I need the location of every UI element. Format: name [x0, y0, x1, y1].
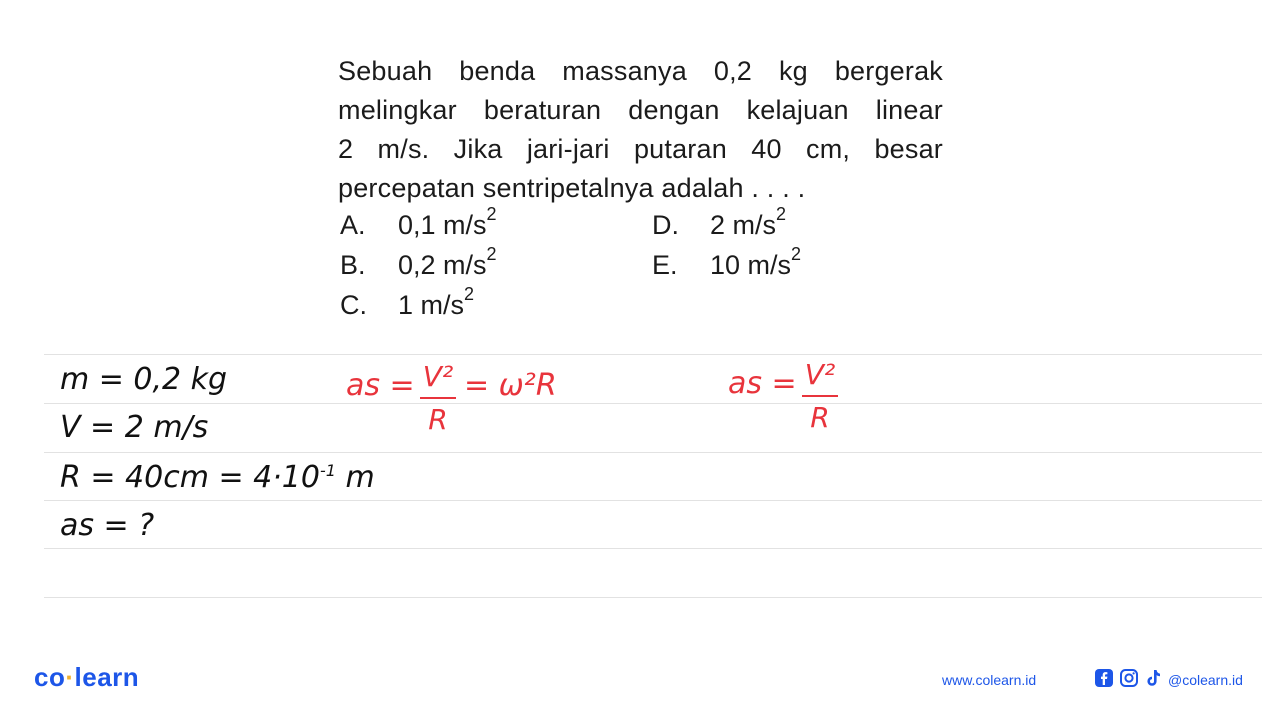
- option-e: [652, 244, 802, 281]
- formula2-lhs: as =: [728, 366, 797, 401]
- question-line: Sebuah benda massanya 0,2 kg bergerak: [338, 56, 943, 86]
- option-value: 2 m/s: [710, 210, 777, 240]
- option-value: 10 m/s: [710, 250, 792, 280]
- ruled-line: [44, 403, 1262, 404]
- unknown-acceleration: as = ?: [60, 508, 155, 543]
- option-b: [340, 244, 497, 281]
- question-line: melingkar beraturan dengan kelajuan linear: [338, 95, 943, 125]
- radius-text: R = 40cm = 4·10: [60, 460, 320, 495]
- logo-text: learn: [74, 662, 140, 692]
- question-line: percepatan sentripetalnya adalah . . . .: [338, 173, 806, 203]
- option-letter: E.: [652, 250, 678, 280]
- instagram-icon[interactable]: [1119, 668, 1139, 688]
- option-exponent: 2: [486, 244, 497, 264]
- option-exponent: 2: [776, 204, 787, 224]
- ruled-line: [44, 452, 1262, 453]
- logo-dot: ·: [65, 662, 75, 692]
- formula2-numerator: V²: [804, 358, 836, 391]
- colearn-logo: [34, 662, 139, 693]
- radius-exponent: -1: [319, 461, 336, 480]
- fraction-bar: [420, 397, 456, 399]
- tiktok-icon[interactable]: [1143, 668, 1163, 688]
- ruled-line: [44, 354, 1262, 355]
- option-letter: A.: [340, 210, 366, 240]
- question-text: [338, 52, 943, 208]
- website-link[interactable]: www.colearn.id: [942, 672, 1037, 688]
- option-exponent: 2: [791, 244, 802, 264]
- given-velocity: V = 2 m/s: [60, 410, 209, 445]
- given-radius: [60, 460, 375, 495]
- option-d: [652, 204, 787, 241]
- ruled-line: [44, 548, 1262, 549]
- option-value: 0,1 m/s: [398, 210, 487, 240]
- option-letter: B.: [340, 250, 366, 280]
- radius-unit: m: [335, 460, 375, 495]
- given-mass: m = 0,2 kg: [60, 362, 228, 397]
- fraction-bar: [802, 395, 838, 397]
- option-letter: D.: [652, 210, 679, 240]
- social-handle[interactable]: @colearn.id: [1168, 672, 1243, 688]
- option-exponent: 2: [486, 204, 497, 224]
- option-value: 1 m/s: [398, 290, 465, 320]
- formula2-fraction: [802, 358, 838, 434]
- logo-text: co: [34, 662, 66, 692]
- option-letter: C.: [340, 290, 367, 320]
- ruled-line: [44, 500, 1262, 501]
- option-exponent: 2: [464, 284, 475, 304]
- formula2-denominator: R: [810, 401, 830, 434]
- formula1-fraction: [420, 360, 456, 436]
- facebook-icon[interactable]: [1094, 668, 1114, 688]
- question-line: 2 m/s. Jika jari-jari putaran 40 cm, besar: [338, 134, 943, 164]
- option-value: 0,2 m/s: [398, 250, 487, 280]
- formula1-rest: = ω²R: [464, 368, 557, 403]
- option-a: [340, 204, 497, 241]
- formula1-lhs: as =: [346, 368, 415, 403]
- ruled-line: [44, 597, 1262, 598]
- option-c: [340, 284, 475, 321]
- formula1-numerator: V²: [422, 360, 454, 393]
- formula1-denominator: R: [428, 403, 448, 436]
